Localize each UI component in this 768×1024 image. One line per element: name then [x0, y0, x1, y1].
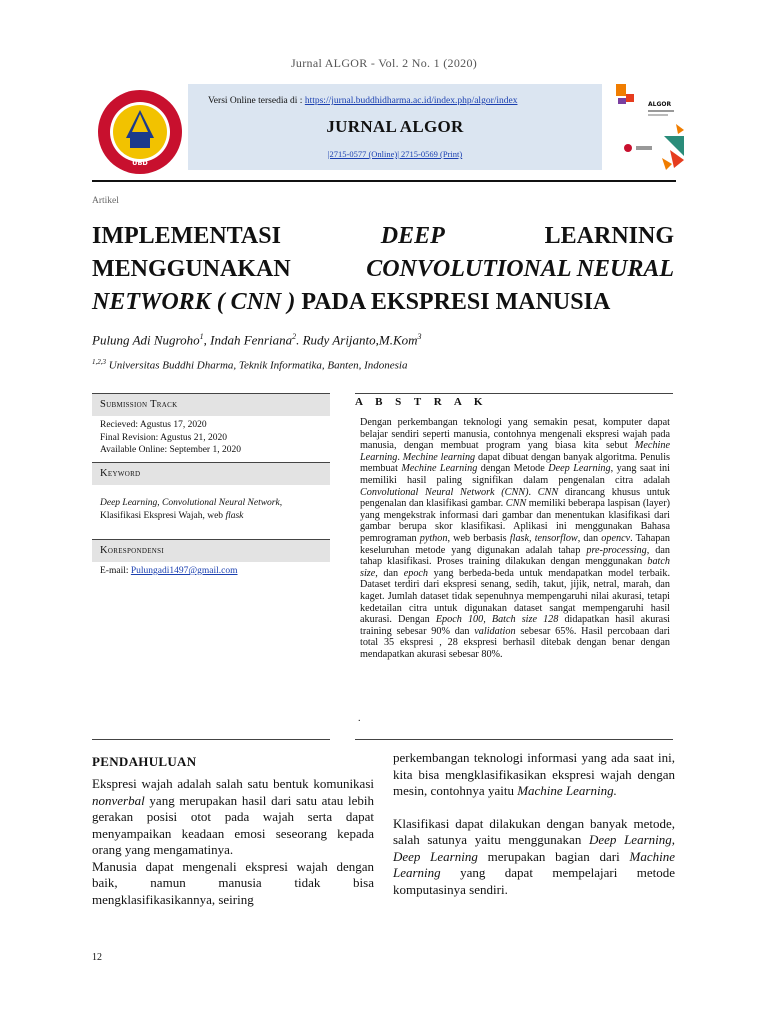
- body-column-right: [393, 750, 675, 898]
- abstract-text: Dengan perkembangan teknologi yang semakin pesat, komputer dapat belajar sendiri seperti manusia, contohnya mengenali ekspresi wajah pada manusia, dengan membuat program yang biasa kita sebut Mechine Learning. Mechine learning dapat dibuat dengan banyak algoritma. Penulis membuat Mechine Learning dengan Metode Deep Learning, yang saat ini memiliki hasil paling signifikan dalam pengenalan citra adalah Convolutional Neural Network (CNN). CNN dirancang khusus untuk pengenalan dan klasifikasi gambar. CNN memiliki beberapa laspisan (layer) yang mengekstrak informasi dari gambar dan menentukan klasifikasi dari gambar berupa skor klasifikasi. Aplikasi ini menggunakan Bahasa pemrograman python, web berbasis flask, tensorflow, dan opencv. Tahapan keseluruhan metode yang digunakan adalah tahap pre-processing, dan tahap klasifikasi. Proses training dilakukan dengan menggunakan batch size, dan epoch yang berbeda-beda untuk mendapatkan model terbaik. Dataset terdiri dari ekspresi senang, sedih, takut, jijik, netral, marah, dan kaget. Jumlah dataset tidak sepenuhnya mempengaruhi nilai akurasi, tetapi kedetailan citra untuk digunakan dataset sangat mempengaruhi hasil akurasi. Dengan Epoch 100, Batch size 128 didapatkan hasil akurasi training sebesar 90% dan validation sebesar 65%. Hasil percobaan dari total 35 ekspresi , 28 ekspresi berhasil ditebak dengan benar dengan mendapatkan akurasi sebesar 80%.: [360, 417, 671, 660]
- keyword-heading: Keyword: [92, 462, 330, 485]
- abstract-end-dot: .: [358, 713, 361, 724]
- submission-track-body: [92, 416, 330, 462]
- title-word-7: PADA EKSPRESI MANUSIA: [295, 289, 611, 315]
- online-version-line: Versi Online tersedia di : https://jurnal.buddhidharma.ac.id/index.php/algor/index: [208, 96, 518, 106]
- title-word-4: MENGGUNAKAN: [92, 256, 291, 282]
- article-info-sidebar: [92, 393, 330, 578]
- title-word-6: NETWORK ( CNN ): [92, 289, 296, 315]
- svg-text:UBD: UBD: [132, 159, 148, 167]
- body-paragraph: Manusia dapat mengenali ekspresi wajah dengan baik, namun manusia tidak bisa mengklasifikasikannya, seiring: [92, 858, 374, 907]
- issn-link[interactable]: |2715-0577 (Online)| 2715-0569 (Print): [327, 149, 463, 159]
- svg-text:ALGOR: ALGOR: [648, 101, 672, 108]
- author-list: Pulung Adi Nugroho$^1$, Indah Fenriana$^2$. Rudy Arijanto,M.Kom$^3$: [92, 332, 422, 348]
- article-type: Artikel: [92, 196, 119, 206]
- page-number: 12: [92, 952, 102, 963]
- body-paragraph: Ekspresi wajah adalah salah satu bentuk komunikasi nonverbal yang merupakan hasil dari satu atau lebih gerakan posisi otot pada wajah serta dapat menyampaikan keadaan emosi seseorang kepada orang yang mengamatinya.: [92, 776, 374, 857]
- journal-url-link[interactable]: https://jurnal.buddhidharma.ac.id/index.php/algor/index: [304, 96, 518, 106]
- title-word-2: DEEP: [380, 223, 445, 249]
- university-seal-logo: [96, 88, 184, 176]
- available-online-date: Available Online: September 1, 2020: [100, 445, 241, 455]
- keyword-body: Deep Learning, Convolutional Neural Network, Klasifikasi Ekspresi Wajah, web flask: [100, 498, 283, 521]
- journal-name: JURNAL ALGOR: [326, 117, 464, 136]
- algor-cover-logo: [614, 80, 686, 172]
- affiliation: $^{1,2,3}$ Universitas Buddhi Dharma, Teknik Informatika, Banten, Indonesia: [92, 358, 408, 372]
- abstract-bottom-rule: [355, 739, 673, 740]
- sidebar-bottom-rule: [92, 739, 330, 740]
- title-word-3: LEARNING: [544, 223, 674, 249]
- article-title: [92, 220, 674, 319]
- final-revision-date: Final Revision: Agustus 21, 2020: [100, 432, 227, 443]
- received-date: Recieved: Agustus 17, 2020: [100, 420, 207, 430]
- submission-track-heading: Submission Track: [92, 393, 330, 416]
- body-column-left: [92, 776, 374, 908]
- email-line: E-mail: Pulungadi1497@gmail.com: [100, 566, 238, 576]
- email-link[interactable]: Pulungadi1497@gmail.com: [130, 566, 238, 576]
- running-header: Jurnal ALGOR - Vol. 2 No. 1 (2020): [290, 56, 478, 70]
- korespondensi-heading: Korespondensi: [92, 539, 330, 562]
- title-word-5: CONVOLUTIONAL NEURAL: [366, 256, 674, 282]
- section-heading: PENDAHULUAN: [92, 754, 197, 769]
- body-paragraph: perkembangan teknologi informasi yang ada saat ini, kita bisa mengklasifikasikan ekspresi wajah dengan mesin, contohnya yaitu Machine Learning.: [393, 750, 675, 798]
- title-word-1: IMPLEMENTASI: [92, 223, 281, 249]
- header-rule: [92, 180, 676, 182]
- abstract-heading: A B S T R A K: [355, 393, 673, 408]
- body-paragraph: Klasifikasi dapat dilakukan dengan banyak metode, salah satunya yaitu menggunakan Deep Learning, Deep Learning merupakan bagian dari Machine Learning yang dapat mempelajari metode komputasinya sendiri.: [393, 815, 675, 897]
